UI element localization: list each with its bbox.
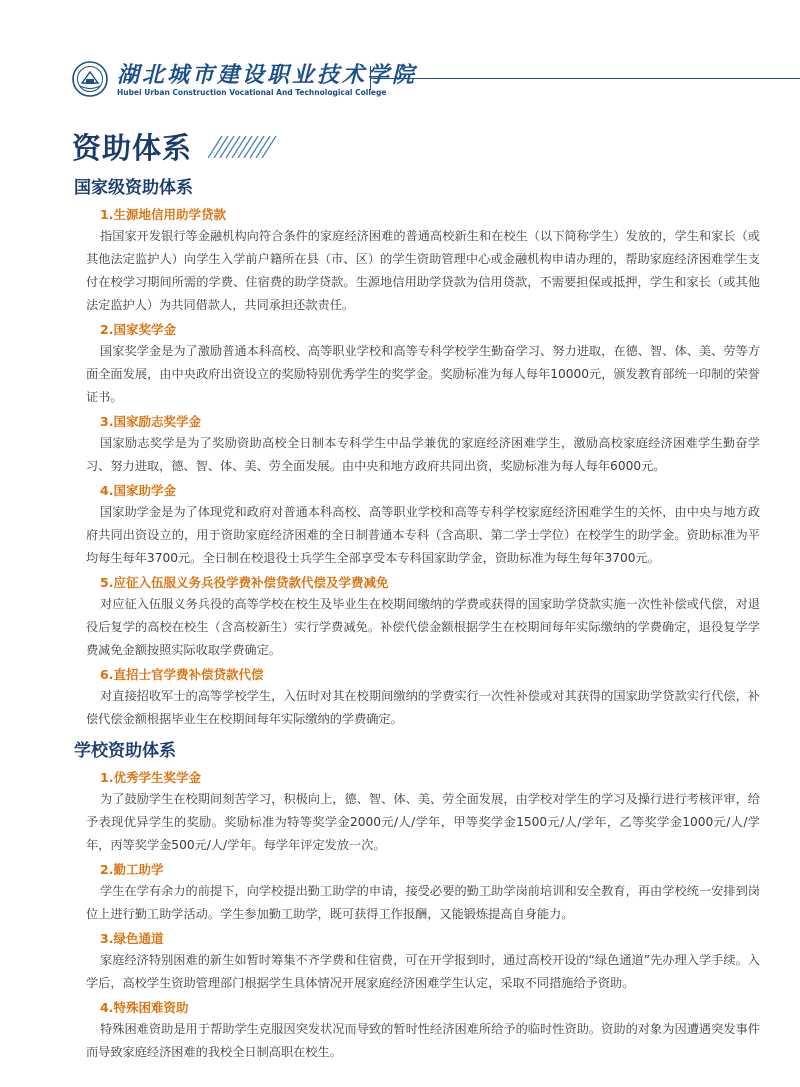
item-title: 6.直招士官学费补偿贷款代偿 bbox=[100, 667, 264, 682]
item-body: 为了鼓励学生在校期间刻苦学习，积极向上，德、智、体、美、劳全面发展，由学校对学生的学习及操行进行考核评审，给予表现优异学生的奖励。奖励标准为特等奖学金2000元/人/学年，甲等奖学金1500元/人/学年，乙等奖学金1000元/人/学年，丙等奖学金500元/人/学年。每学年评定发放一次。 bbox=[86, 792, 760, 852]
document-content bbox=[72, 174, 760, 1066]
item-title: 3.国家励志奖学金 bbox=[100, 414, 201, 429]
item-body: 家庭经济特别困难的新生如暂时筹集不齐学费和住宿费，可在开学报到时，通过高校开设的“绿色通道”先办理入学手续。入学后，高校学生资助管理部门根据学生具体情况开展家庭经济困难学生认定，采取不同措施给予资助。 bbox=[86, 953, 760, 990]
section-title-school: 学校资助体系 bbox=[74, 741, 176, 761]
item-title: 3.绿色通道 bbox=[100, 931, 164, 946]
item-body: 学生在学有余力的前提下，向学校提出勤工助学的申请，接受必要的勤工助学岗前培训和安全教育，再由学校统一安排到岗位上进行勤工助学活动。学生参加勤工助学，既可获得工作报酬，又能锻炼提高自身能力。 bbox=[86, 884, 760, 921]
school-seal-icon bbox=[72, 61, 108, 97]
item-title: 1.生源地信用助学贷款 bbox=[100, 207, 226, 222]
title-hatch-decoration bbox=[208, 136, 278, 158]
item-body: 对直接招收军士的高等学校学生，入伍时对其在校期间缴纳的学费实行一次性补偿或对其获得的国家助学贷款实行代偿，补偿代偿金额根据毕业生在校期间每年实际缴纳的学费确定。 bbox=[86, 689, 760, 726]
item-body: 国家励志奖学是为了奖励资助高校全日制本专科学生中品学兼优的家庭经济困难学生，激励高校家庭经济困难学生勤奋学习、努力进取，德、智、体、美、劳全面发展。由中央和地方政府共同出资，奖励标准为每人每年6000元。 bbox=[86, 436, 760, 473]
item-body: 对应征入伍服义务兵役的高等学校在校生及毕业生在校期间缴纳的学费或获得的国家助学贷款实施一次性补偿或代偿，对退役后复学的高校在校生（含高校新生）实行学费减免。补偿代偿金额根据学生在校期间每年实际缴纳的学费确定，退役复学学费减免金额按照实际收取学费确定。 bbox=[86, 597, 760, 657]
item-body: 特殊困难资助是用于帮助学生克服因突发状况而导致的暂时性经济困难所给予的临时性资助。资助的对象为因遭遇突发事件而导致家庭经济困难的我校全日制高职在校生。 bbox=[86, 1022, 760, 1059]
item-body: 国家奖学金是为了激励普通本科高校、高等职业学校和高等专科学校学生勤奋学习、努力进取，在德、智、体、美、劳等方面全面发展，由中央政府出资设立的奖励特别优秀学生的奖学金。奖励标准为每人每年10000元，颁发教育部统一印制的荣誉证书。 bbox=[86, 344, 760, 404]
item-title: 5.应征入伍服义务兵役学费补偿贷款代偿及学费减免 bbox=[100, 575, 389, 590]
item-title: 4.国家助学金 bbox=[100, 483, 176, 498]
page-title: 资助体系 bbox=[72, 131, 193, 165]
item-body: 指国家开发银行等金融机构向符合条件的家庭经济困难的普通高校新生和在校生（以下简称学生）发放的，学生和家长（或其他法定监护人）向学生入学前户籍所在县（市、区）的学生资助管理中心或金融机构申请办理的，帮助家庭经济困难学生支付在校学习期间所需的学费、住宿费的助学贷款。生源地信用助学贷款为信用贷款，不需要担保或抵押，学生和家长（或其他法定监护人）为共同借款人，共同承担还款责任。 bbox=[86, 229, 760, 312]
school-name-en: Hubei Urban Construction Vocational And Technological College bbox=[117, 88, 387, 97]
item-title: 2.勤工助学 bbox=[100, 862, 164, 877]
item-title: 4.特殊困难资助 bbox=[100, 1000, 189, 1015]
page-header bbox=[0, 0, 800, 110]
school-name-cn: 湖北城市建设职业技术学院 bbox=[117, 62, 418, 88]
header-rule bbox=[370, 78, 800, 79]
section-title-national: 国家级资助体系 bbox=[74, 178, 193, 198]
item-title: 2.国家奖学金 bbox=[100, 322, 176, 337]
item-body: 国家助学金是为了体现党和政府对普通本科高校、高等职业学校和高等专科学校家庭经济困难学生的关怀，由中央与地方政府共同出资设立的，用于资助家庭经济困难的全日制普通本专科（含高职、第二学士学位）在校学生的助学金。资助标准为平均每生每年3700元。全日制在校退役士兵学生全部享受本专科国家助学金，资助标准为每生每年3700元。 bbox=[86, 505, 760, 565]
item-title: 1.优秀学生奖学金 bbox=[100, 770, 201, 785]
